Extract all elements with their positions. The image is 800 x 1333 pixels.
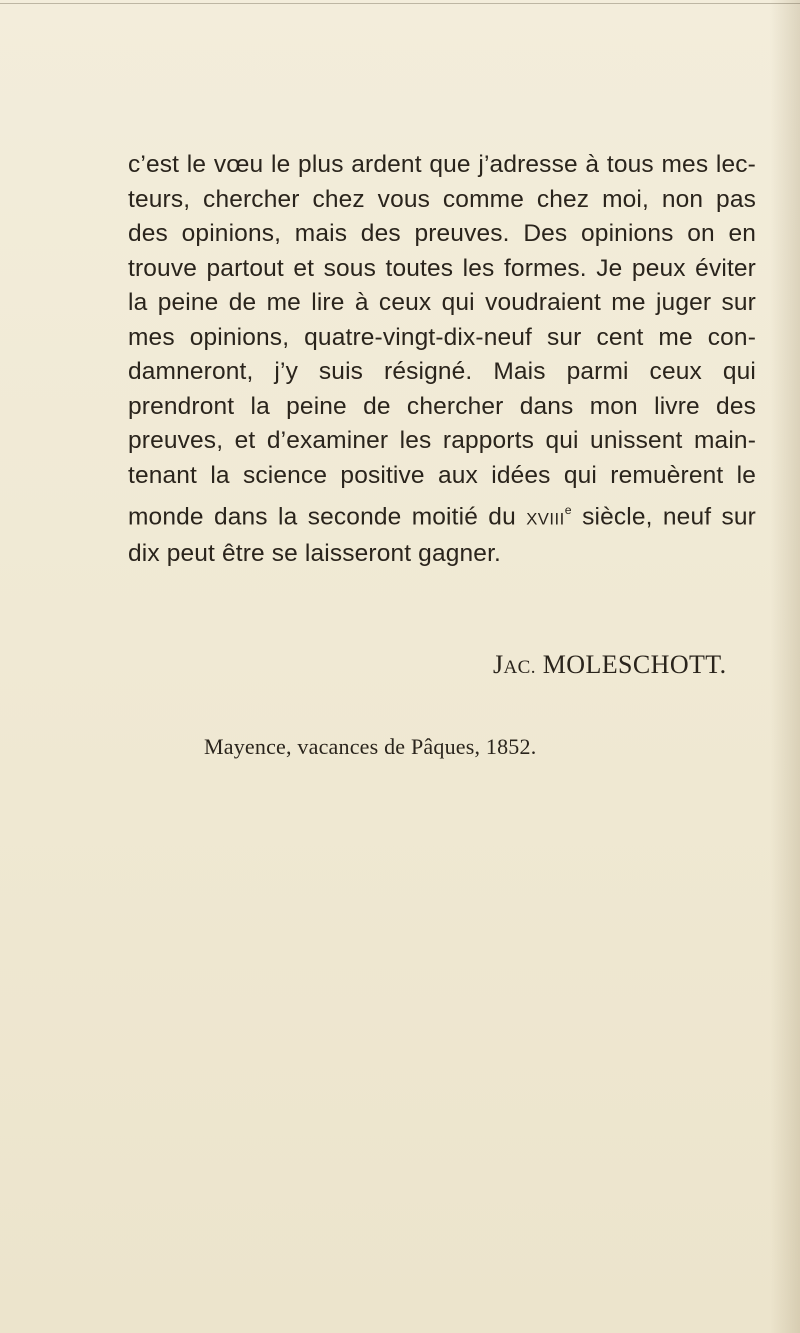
signature-initial: J: [493, 650, 504, 679]
text-line: prendront la peine de chercher dans mon livre des: [128, 392, 756, 420]
text-segment: monde dans la seconde moitié du: [128, 503, 516, 531]
signature-small-caps: AC.: [503, 657, 536, 678]
text-line: la peine de me lire à ceux qui voudraient me juger sur: [128, 289, 756, 316]
text-line: c’est le vœu le plus ardent que j’adresse à tous mes lec-: [128, 151, 756, 178]
text-line: tenant la science positive aux idées qui remuèrent le: [128, 461, 756, 489]
text-line: mes opinions, quatre-vingt-dix-neuf sur cent me con-: [128, 323, 756, 351]
century-superscript: e: [564, 503, 572, 517]
place-date-line: Mayence, vacances de Pâques, 1852.: [204, 734, 537, 759]
author-signature: [493, 650, 727, 680]
body-paragraph: [128, 148, 756, 571]
text-line: preuves, et d’examiner les rapports qui unissent main-: [128, 427, 756, 454]
text-line: des opinions, mais des preuves. Des opinions on en: [128, 220, 756, 247]
century-numeral: XVIII: [526, 509, 565, 529]
signature-surname: MOLESCHOTT.: [535, 650, 727, 679]
text-line: teurs, chercher chez vous comme chez moi, non pas: [128, 185, 756, 213]
page-top-edge: [0, 3, 800, 4]
text-line: dix peut être se laisseront gagner.: [128, 539, 501, 567]
text-line: trouve partout et sous toutes les formes. Je peux éviter: [128, 254, 756, 282]
text-segment: siècle, neuf sur: [571, 503, 756, 531]
text-line: damneront, j’y suis résigné. Mais parmi ceux qui: [128, 358, 756, 385]
text-line-century: [128, 493, 756, 537]
